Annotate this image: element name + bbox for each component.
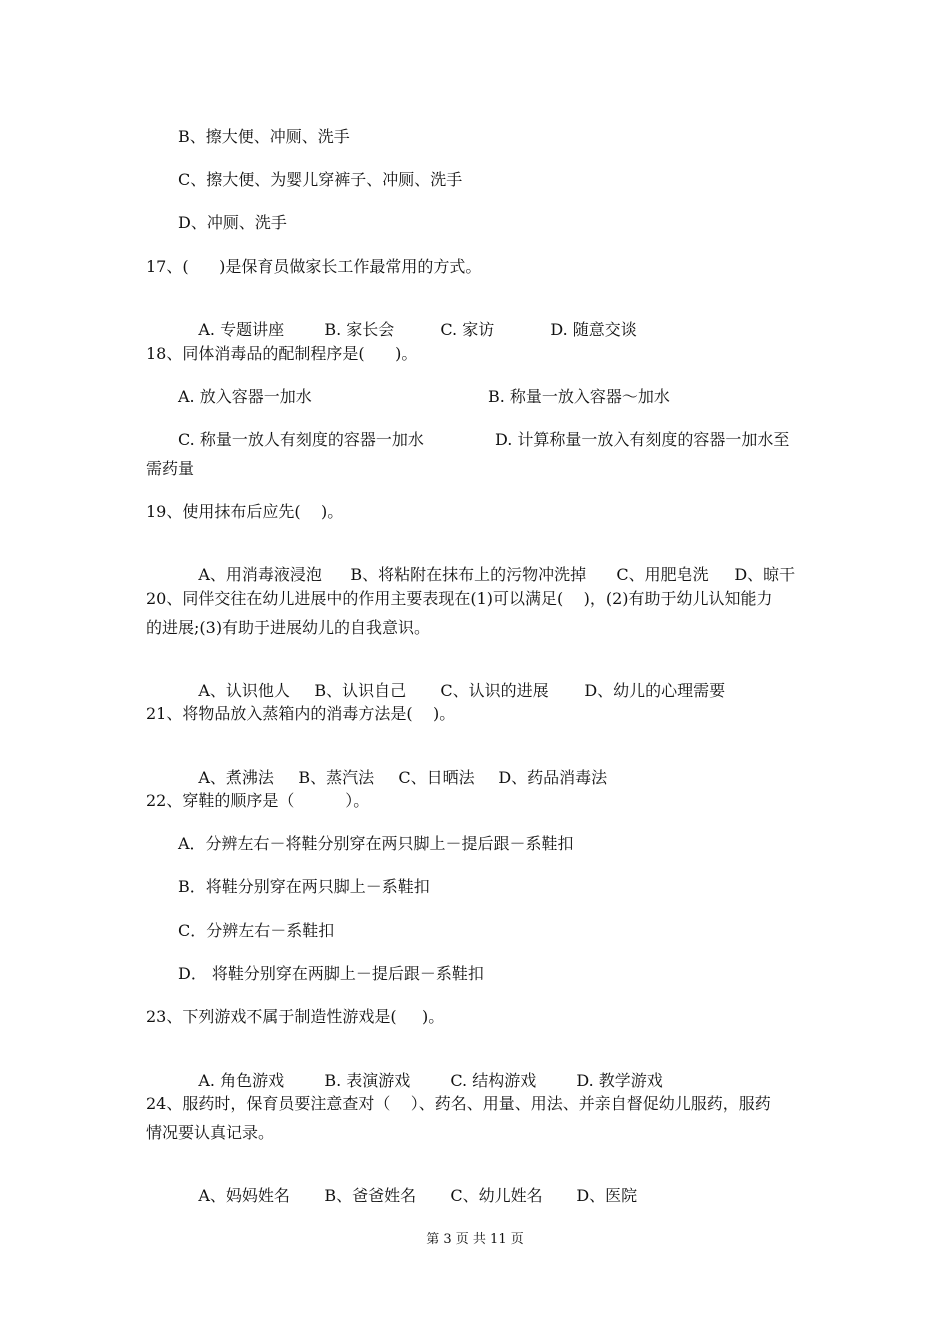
q20-stem-line2: 的进展;(3)有助于进展幼儿的自我意识。 [146, 618, 431, 637]
q24-option-a: A、妈妈姓名 [198, 1186, 290, 1205]
q19-option-b: B、将粘附在抹布上的污物冲洗掉 [350, 565, 587, 584]
q16-option-d: D、冲厕、洗手 [178, 213, 287, 232]
q19-stem: 19、使用抹布后应先( )。 [146, 502, 344, 521]
q20-stem-line1: 20、同伴交往在幼儿进展中的作用主要表现在(1)可以满足( )，(2)有助于幼儿认知能力 [146, 589, 773, 608]
q24-option-b: B、爸爸姓名 [324, 1186, 417, 1205]
q24-stem-line2: 情况要认真记录。 [146, 1123, 275, 1142]
q16-option-b: B、擦大便、冲厕、洗手 [178, 127, 350, 146]
q23-stem: 23、下列游戏不属于制造性游戏是( )。 [146, 1007, 445, 1026]
q24-option-c: C、幼儿姓名 [450, 1186, 543, 1205]
q21-option-a: A、煮沸法 [198, 768, 274, 787]
q22-stem: 22、穿鞋的顺序是（ ）。 [146, 791, 370, 810]
q18-option-b: B. 称量一放入容器～加水 [488, 387, 670, 406]
q21-option-c: C、日晒法 [398, 768, 475, 787]
q23-option-b: B. 表演游戏 [324, 1071, 411, 1090]
page-number-footer: 第 3 页 共 11 页 [426, 1232, 524, 1247]
q18-stem: 18、同体消毒品的配制程序是( )。 [146, 344, 418, 363]
q18-option-d-continued: 需药量 [146, 459, 195, 478]
q20-option-d: D、幼儿的心理需要 [584, 681, 726, 700]
q24-option-d: D、医院 [576, 1186, 638, 1205]
q18-option-c: C. 称量一放人有刻度的容器一加水 [178, 430, 424, 449]
q23-option-d: D. 教学游戏 [576, 1071, 663, 1090]
q17-stem: 17、( )是保育员做家长工作最常用的方式。 [146, 257, 482, 276]
q19-option-d: D、晾干 [734, 565, 796, 584]
q22-option-d: D． 将鞋分别穿在两脚上－提后跟－系鞋扣 [178, 964, 484, 983]
q20-option-a: A、认识他人 [198, 681, 290, 700]
q23-option-c: C. 结构游戏 [450, 1071, 537, 1090]
q21-option-d: D、药品消毒法 [498, 768, 608, 787]
q18-option-a: A. 放入容器一加水 [178, 387, 312, 406]
q19-option-c: C、用肥皂洗 [616, 565, 709, 584]
q17-option-a: A. 专题讲座 [198, 320, 285, 339]
q16-option-c: C、擦大便、为婴儿穿裤子、冲厕、洗手 [178, 170, 463, 189]
q24-options [178, 1166, 637, 1226]
q19-option-a: A、用消毒液浸泡 [198, 565, 322, 584]
q17-option-b: B. 家长会 [324, 320, 395, 339]
q21-option-b: B、蒸汽法 [298, 768, 375, 787]
q20-option-b: B、认识自己 [314, 681, 407, 700]
q18-option-d: D. 计算称量一放入有刻度的容器一加水至 [495, 430, 790, 449]
q22-option-b: B．将鞋分别穿在两只脚上－系鞋扣 [178, 877, 430, 896]
q17-option-d: D. 随意交谈 [550, 320, 637, 339]
q20-option-c: C、认识的进展 [440, 681, 549, 700]
q22-option-a: A．分辨左右－将鞋分别穿在两只脚上－提后跟－系鞋扣 [178, 834, 574, 853]
q24-stem-line1: 24、服药时，保育员要注意查对（ ）、药名、用量、用法、并亲自督促幼儿服药，服药 [146, 1094, 771, 1113]
q21-stem: 21、将物品放入蒸箱内的消毒方法是( )。 [146, 704, 456, 723]
q22-option-c: C．分辨左右－系鞋扣 [178, 921, 335, 940]
q23-option-a: A. 角色游戏 [198, 1071, 285, 1090]
q17-option-c: C. 家访 [440, 320, 495, 339]
